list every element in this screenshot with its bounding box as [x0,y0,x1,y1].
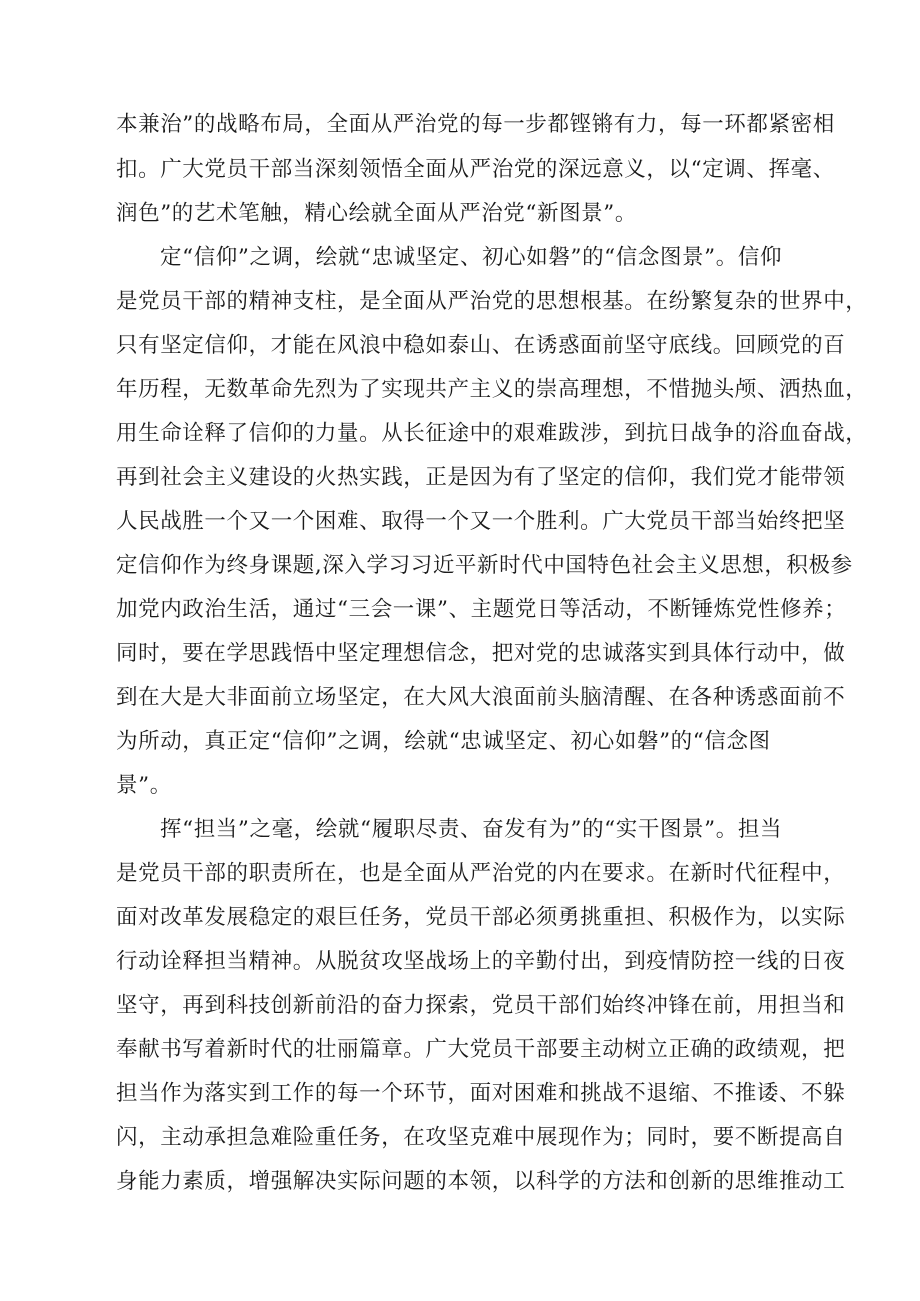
text-line: 为所动，真正定“信仰”之调，绘就“忠诚坚定、初心如磐”的“信念图 [116,729,771,754]
paragraph-first-line: 定“信仰”之调，绘就“忠诚坚定、初心如磐”的“信念图景”。信仰 [160,245,783,270]
text-line: 年历程，无数革命先烈为了实现共产主义的崇高理想，不惜抛头颅、洒热血， [116,377,868,402]
text-line: 闪，主动承担急难险重任务，在攻坚克难中展现作为；同时，要不断提高自 [116,1125,846,1150]
text-line: 定信仰作为终身课题,深入学习习近平新时代中国特色社会主义思想，积极参 [116,553,853,578]
text-line: 行动诠释担当精神。从脱贫攻坚战场上的辛勤付出，到疫情防控一线的日夜 [116,949,846,974]
text-line: 同时，要在学思践悟中坚定理想信念，把对党的忠诚落实到具体行动中，做 [116,641,846,666]
text-line: 用生命诠释了信仰的力量。从长征途中的艰难跋涉，到抗日战争的浴血奋战， [116,421,868,446]
text-line: 景”。 [116,773,172,798]
text-line: 润色”的艺术笔触，精心绘就全面从严治党“新图景”。 [116,201,637,226]
text-line: 是党员干部的职责所在，也是全面从严治党的内在要求。在新时代征程中， [116,861,846,886]
text-line: 身能力素质，增强解决实际问题的本领，以科学的方法和创新的思维推动工 [116,1169,846,1194]
text-line: 人民战胜一个又一个困难、取得一个又一个胜利。广大党员干部当始终把坚 [116,509,846,534]
text-line: 再到社会主义建设的火热实践，正是因为有了坚定的信仰，我们党才能带领 [116,465,846,490]
text-line: 面对改革发展稳定的艰巨任务，党员干部必须勇挑重担、积极作为，以实际 [116,905,846,930]
text-line: 加党内政治生活，通过“三会一课”、主题党日等活动，不断锤炼党性修养； [116,597,847,622]
text-line: 奉献书写着新时代的壮丽篇章。广大党员干部要主动树立正确的政绩观，把 [116,1037,846,1062]
text-line: 扣。广大党员干部当深刻领悟全面从严治党的深远意义，以“定调、挥毫、 [116,157,835,182]
text-line: 到在大是大非面前立场坚定，在大风大浪面前头脑清醒、在各种诱惑面前不 [116,685,846,710]
text-line: 是党员干部的精神支柱，是全面从严治党的思想根基。在纷繁复杂的世界中， [116,289,868,314]
paragraph-first-line: 挥“担当”之毫，绘就“履职尽责、奋发有为”的“实干图景”。担当 [160,817,783,842]
text-line: 坚守，再到科技创新前沿的奋力探索，党员干部们始终冲锋在前，用担当和 [116,993,846,1018]
text-line: 只有坚定信仰，才能在风浪中稳如泰山、在诱惑面前坚守底线。回顾党的百 [116,333,846,358]
text-line: 本兼治”的战略布局，全面从严治党的每一步都铿锵有力，每一环都紧密相 [116,112,835,137]
text-line: 担当作为落实到工作的每一个环节，面对困难和挑战不退缩、不推诿、不躲 [116,1081,846,1106]
